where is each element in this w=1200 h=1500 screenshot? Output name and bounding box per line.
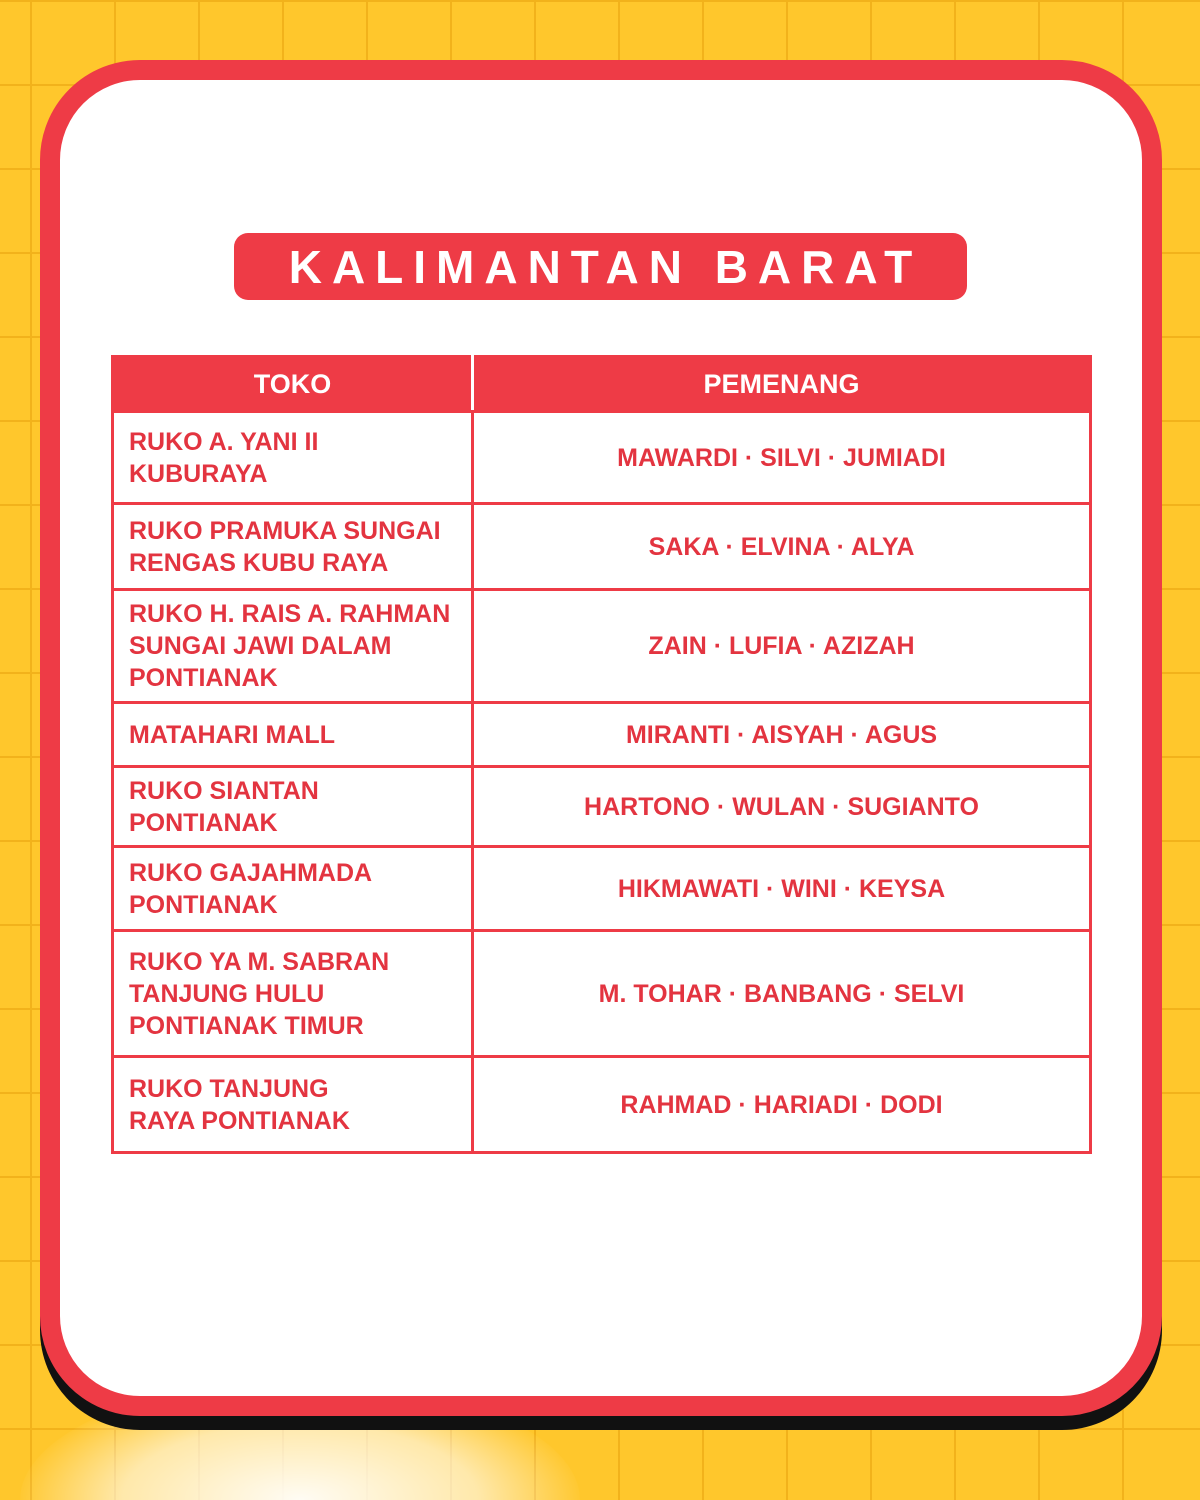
winners-cell: SAKA · ELVINA · ALYA: [473, 504, 1091, 590]
winners-cell: M. TOHAR · BANBANG · SELVI: [473, 931, 1091, 1057]
winners-cell: MIRANTI · AISYAH · AGUS: [473, 703, 1091, 767]
page-title: KALIMANTAN BARAT: [288, 240, 923, 293]
store-name-cell: RUKO PRAMUKA SUNGAI RENGAS KUBU RAYA: [113, 504, 473, 590]
table-row: [113, 767, 1091, 847]
table-row: [113, 931, 1091, 1057]
table-header-row: [113, 357, 1091, 412]
table-row: [113, 703, 1091, 767]
store-name-cell: RUKO H. RAIS A. RAHMAN SUNGAI JAWI DALAM PONTIANAK: [113, 590, 473, 703]
winners-cell: MAWARDI · SILVI · JUMIADI: [473, 412, 1091, 504]
store-name-cell: RUKO A. YANI II KUBURAYA: [113, 412, 473, 504]
store-name-cell: RUKO SIANTAN PONTIANAK: [113, 767, 473, 847]
winners-cell: HARTONO · WULAN · SUGIANTO: [473, 767, 1091, 847]
winners-cell: RAHMAD · HARIADI · DODI: [473, 1057, 1091, 1153]
table-row: [113, 590, 1091, 703]
table-body: [113, 412, 1091, 1153]
winners-cell: HIKMAWATI · WINI · KEYSA: [473, 847, 1091, 931]
header-toko: TOKO: [113, 357, 473, 412]
winners-table: [111, 355, 1092, 1154]
table-row: [113, 1057, 1091, 1153]
store-name-cell: MATAHARI MALL: [113, 703, 473, 767]
store-name-cell: RUKO TANJUNG RAYA PONTIANAK: [113, 1057, 473, 1153]
store-name-cell: RUKO YA M. SABRAN TANJUNG HULU PONTIANAK TIMUR: [113, 931, 473, 1057]
header-pemenang: PEMENANG: [473, 357, 1091, 412]
table-row: [113, 847, 1091, 931]
title-banner: [234, 233, 967, 300]
winners-cell: ZAIN · LUFIA · AZIZAH: [473, 590, 1091, 703]
table-row: [113, 504, 1091, 590]
store-name-cell: RUKO GAJAHMADA PONTIANAK: [113, 847, 473, 931]
table-row: [113, 412, 1091, 504]
